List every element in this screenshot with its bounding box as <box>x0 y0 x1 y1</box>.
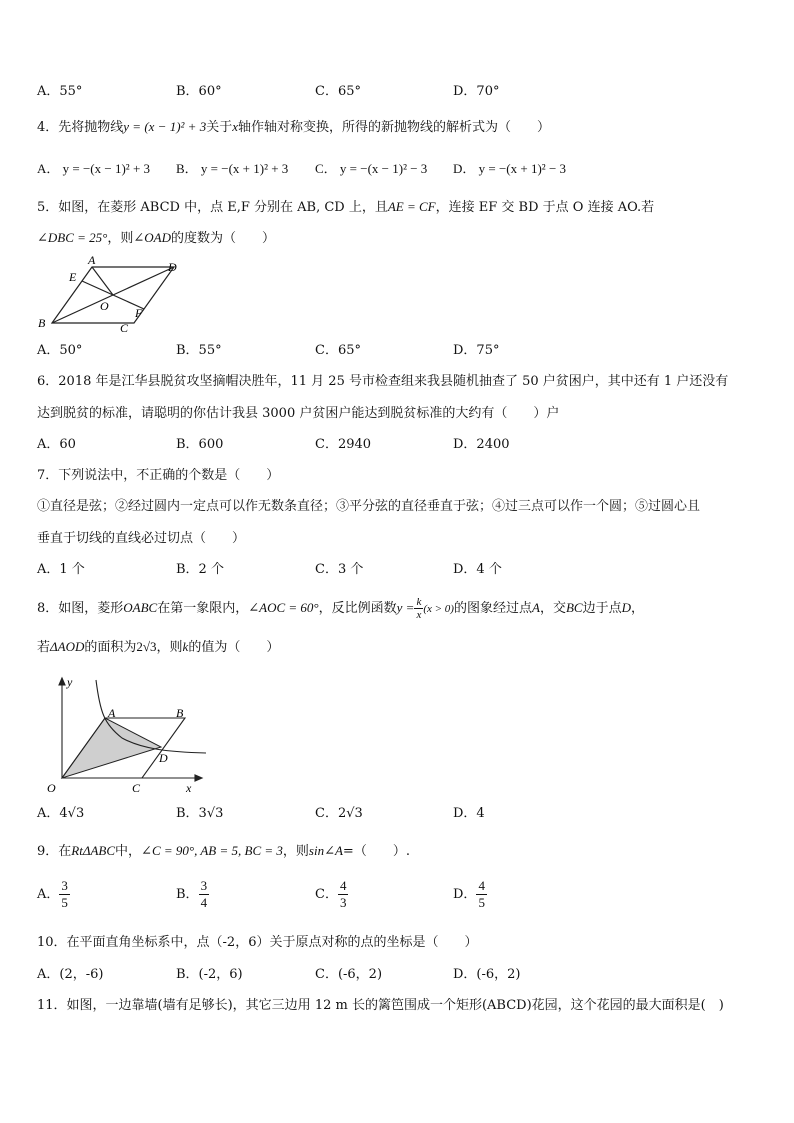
q9-option-b-label: B． <box>176 887 199 902</box>
q8-func-fraction <box>414 596 423 621</box>
q8-text-d: 的图象经过点 <box>453 601 532 616</box>
q8-label-d: D <box>159 751 168 765</box>
q5-ask-angle: ∠OAD <box>133 230 172 245</box>
q8-option-b[interactable]: B．3√3 <box>176 806 224 821</box>
q9-option-b[interactable] <box>176 878 209 911</box>
q4-formula: y = (x − 1)² + 3 <box>123 119 207 134</box>
q8-label-a: A <box>108 706 116 720</box>
q9-stem <box>37 842 410 861</box>
q8-func-num: k <box>416 596 422 608</box>
q7-option-a[interactable]: A．1 个 <box>37 562 85 577</box>
q9-option-a-den: 5 <box>61 895 68 910</box>
q8-func-lhs: y = <box>396 600 415 615</box>
q8-label-b: B <box>176 706 184 720</box>
q4-stem-b: 关于 <box>206 120 233 135</box>
q8-point-a: A <box>531 600 540 615</box>
q4-stem <box>37 118 550 137</box>
q5-eq: AE = CF <box>387 199 436 214</box>
q8-func-den: x <box>416 609 422 621</box>
q8-point-d: D <box>621 600 631 615</box>
q9-option-d-num: 4 <box>478 878 485 893</box>
q6-option-b[interactable]: B．600 <box>176 437 224 452</box>
q8-text-c: ，反比例函数 <box>318 601 397 616</box>
q7-option-d[interactable]: D．4 个 <box>453 562 502 577</box>
q6-option-c[interactable]: C．2940 <box>315 437 372 452</box>
q8-shaded-triangle-aod <box>62 718 161 778</box>
q9-option-b-den: 4 <box>200 895 208 910</box>
q5-option-b[interactable]: B．55° <box>176 343 222 358</box>
q5-given-angle: ∠DBC = 25° <box>37 230 108 245</box>
q8-text-f: 边于点 <box>582 601 622 616</box>
q8-label-c: C <box>132 781 141 795</box>
q4-stem-c: 轴作轴对称变换，所得的新抛物线的解析式为（ ） <box>238 120 551 135</box>
q8-k: k <box>182 639 189 654</box>
q9-text-c: ，则 <box>282 844 309 859</box>
q9-option-c-label: C． <box>315 887 338 902</box>
q3-option-a[interactable]: A．55° <box>37 84 83 99</box>
q9-option-d-label: D． <box>453 887 477 902</box>
q9-option-c-num: 4 <box>339 878 347 893</box>
q7-option-b[interactable]: B．2 个 <box>176 562 224 577</box>
q8-coordinate-figure <box>38 672 208 796</box>
q5-text-a: 5．如图，在菱形 ABCD 中，点 E,F 分别在 AB, CD 上，且 <box>37 200 388 215</box>
q9-option-b-fraction <box>199 878 210 911</box>
q8-label-x: x <box>186 781 192 795</box>
q9-triangle: RtΔABC <box>71 843 116 858</box>
q9-ask: sin∠A <box>308 843 343 858</box>
q9-option-d-fraction <box>476 878 487 911</box>
q10-option-a[interactable]: A．(2，-6) <box>37 967 104 982</box>
q4-option-d[interactable]: D． y = −(x + 1)² − 3 <box>453 161 567 176</box>
q5-label-f: F <box>135 306 143 320</box>
q10-stem: 10．在平面直角坐标系中，点（-2，6）关于原点对称的点的坐标是（ ） <box>37 935 478 950</box>
q5-label-e: E <box>69 270 77 284</box>
q10-option-d[interactable]: D．(-6，2) <box>453 967 521 982</box>
q8-text-e: ，交 <box>539 601 566 616</box>
q6-option-a[interactable]: A．60 <box>37 437 76 452</box>
q5-stem-line1 <box>37 198 654 217</box>
q8-func-cond: (x > 0) <box>423 603 454 615</box>
q5-text-d: 的度数为（ ） <box>171 231 276 246</box>
q8-text-g: ， <box>630 601 644 616</box>
q5-text-c: ，则 <box>107 231 134 246</box>
q6-stem-line2: 达到脱贫的标准，请聪明的你估计我县 3000 户贫困户能达到脱贫标准的大约有（ ）户 <box>37 406 560 421</box>
q9-option-c[interactable] <box>315 878 348 911</box>
q3-option-d[interactable]: D．70° <box>453 84 500 99</box>
q10-option-c[interactable]: C．(-6，2) <box>315 967 383 982</box>
q8-label-o: O <box>47 781 56 795</box>
q9-text-a: 9．在 <box>37 844 72 859</box>
q9-option-c-fraction <box>338 878 349 911</box>
q8-option-c[interactable]: C．2√3 <box>315 806 363 821</box>
q5-option-d[interactable]: D．75° <box>453 343 500 358</box>
q5-text-b: ，连接 EF 交 BD 于点 O 连接 AO.若 <box>435 200 655 215</box>
q8-text-a: 8．如图，菱形 <box>37 601 124 616</box>
q4-axis: x <box>232 119 238 134</box>
q5-label-c: C <box>120 321 129 335</box>
q8-option-d[interactable]: D．4 <box>453 806 485 821</box>
q9-option-a-num: 3 <box>61 878 68 893</box>
q8-area: 2√3 <box>136 639 157 654</box>
q8-text-i: 的面积为 <box>84 640 137 655</box>
q9-option-d[interactable] <box>453 878 487 911</box>
q8-label-y: y <box>67 675 73 689</box>
q8-stem-line2 <box>37 638 279 657</box>
q5-label-b: B <box>38 316 46 330</box>
q9-option-b-num: 3 <box>200 878 208 893</box>
q11-stem: 11．如图，一边靠墙(墙有足够长)，其它三边用 12 m 长的篱笆围成一个矩形(ABCD)花园，这个花园的最大面积是( ) <box>37 998 724 1013</box>
q9-option-d-den: 5 <box>478 895 485 910</box>
q7-option-c[interactable]: C．3 个 <box>315 562 364 577</box>
q9-option-a-label: A． <box>37 887 60 902</box>
q5-label-a: A <box>88 254 96 267</box>
q8-stem-line1 <box>37 595 644 621</box>
q8-angle: ∠AOC = 60° <box>248 600 319 615</box>
q5-label-o: O <box>100 299 109 313</box>
q3-option-b[interactable]: B．60° <box>176 84 222 99</box>
q8-option-a[interactable]: A．4√3 <box>37 806 85 821</box>
q6-stem-line1: 6．2018 年是江华县脱贫攻坚摘帽决胜年，11 月 25 号市检查组来我县随机抽查了 50 户贫困户，其中还有 1 户还没有 <box>37 374 729 389</box>
q5-option-c[interactable]: C．65° <box>315 343 361 358</box>
q4-option-b[interactable]: B． y = −(x + 1)² + 3 <box>176 161 289 176</box>
q4-option-c[interactable]: C． y = −(x − 1)² − 3 <box>315 161 428 176</box>
q8-text-j: ，则 <box>156 640 183 655</box>
q8-side: BC <box>565 600 583 615</box>
q9-conditions: ∠C = 90°, AB = 5, BC = 3 <box>141 843 283 858</box>
q8-y-arrow <box>59 678 65 685</box>
q9-text-b: 中， <box>115 844 142 859</box>
q4-option-a[interactable]: A． y = −(x − 1)² + 3 <box>37 161 151 176</box>
q8-text-h: 若 <box>37 640 51 655</box>
q4-stem-a: 4．先将抛物线 <box>37 120 124 135</box>
q7-statements-line2: 垂直于切线的直线必过切点（ ） <box>37 531 246 546</box>
q5-option-a[interactable]: A．50° <box>37 343 83 358</box>
q8-text-k: 的值为（ ） <box>188 640 280 655</box>
q9-option-c-den: 3 <box>339 895 347 910</box>
q8-text-b: 在第一象限内， <box>157 601 249 616</box>
q9-text-d: =（ ）. <box>342 844 410 859</box>
q5-stem-line2 <box>37 229 275 248</box>
q6-option-d[interactable]: D．2400 <box>453 437 510 452</box>
q10-option-b[interactable]: B．(-2，6) <box>176 967 243 982</box>
q7-stem: 7．下列说法中，不正确的个数是（ ） <box>37 468 280 483</box>
q8-x-arrow <box>195 775 202 781</box>
q8-triangle: ΔAOD <box>50 639 85 654</box>
q5-label-d: D <box>168 260 177 274</box>
q8-shape: OABC <box>123 600 158 615</box>
q7-statements-line1: ①直径是弦；②经过圆内一定点可以作无数条直径；③平分弦的直径垂直于弦；④过三点可以作一个圆；⑤过圆心且 <box>37 499 701 514</box>
q9-option-a-fraction <box>59 878 70 911</box>
q5-rhombus-figure <box>36 254 186 336</box>
q3-option-c[interactable]: C．65° <box>315 84 361 99</box>
q9-option-a[interactable] <box>37 878 70 911</box>
